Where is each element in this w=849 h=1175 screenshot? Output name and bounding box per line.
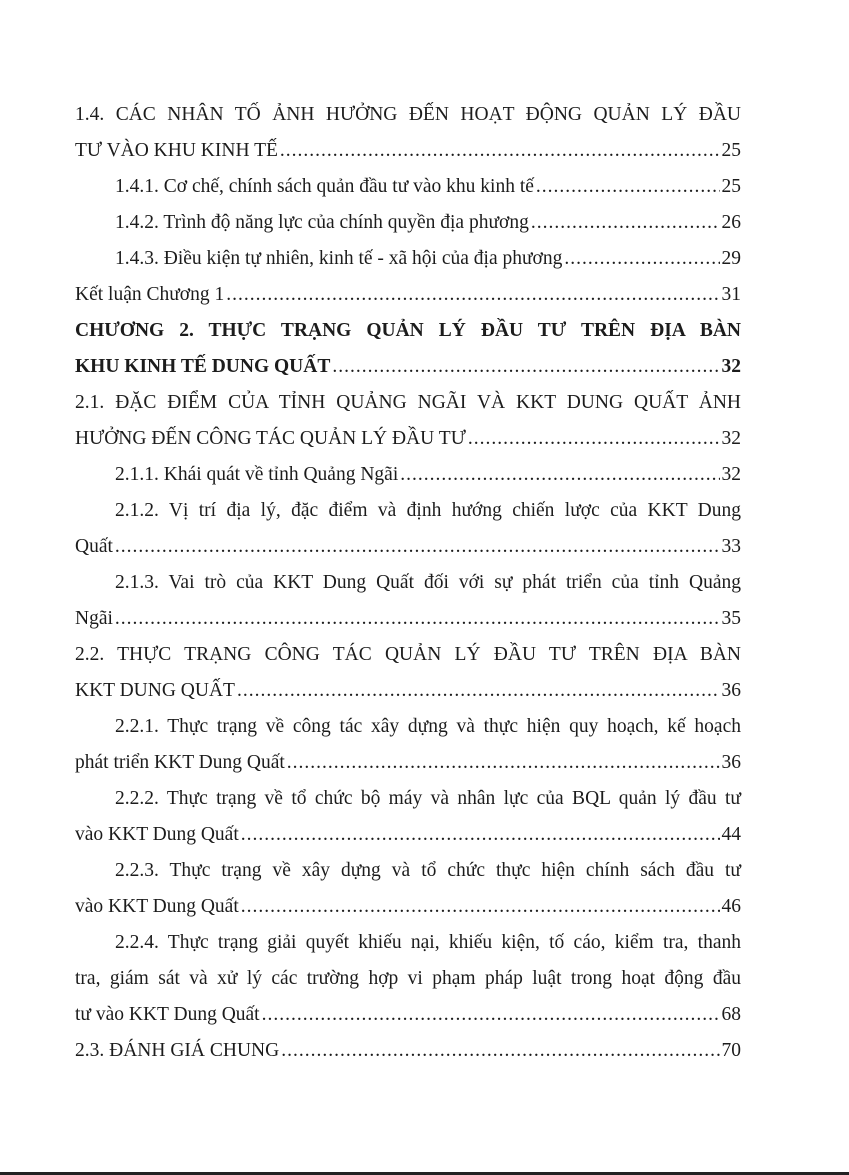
toc-page-number: 68: [721, 1004, 741, 1025]
dot-leader: [226, 277, 719, 313]
toc-entry-2-2-1[interactable]: [75, 745, 741, 781]
toc-page-number: 35: [721, 608, 741, 629]
toc-page-number: 33: [721, 536, 741, 557]
table-of-contents: [75, 97, 741, 1069]
dot-leader: [241, 817, 720, 853]
toc-entry-2-1-3-line1: 2.1.3. Vai trò của KKT Dung Quất đối với sự phát triển của tỉnh Quảng: [115, 572, 741, 593]
toc-entry-text: 2.3. ĐÁNH GIÁ CHUNG: [75, 1040, 280, 1061]
dot-leader: [564, 241, 719, 277]
toc-entry-chuong-2-line1: CHƯƠNG 2. THỰC TRẠNG QUẢN LÝ ĐẦU TƯ TRÊN ĐỊA BÀN: [75, 320, 741, 341]
toc-page-number: 32: [721, 428, 741, 449]
dot-leader: [237, 673, 720, 709]
toc-page-number: 70: [721, 1040, 741, 1061]
toc-page-number: 31: [721, 284, 741, 305]
toc-page-number: 32: [721, 464, 741, 485]
dot-leader: [531, 205, 720, 241]
toc-entry-2-2-4[interactable]: [75, 997, 741, 1033]
toc-entry-2-1-3[interactable]: [75, 601, 741, 637]
toc-entry-2-2-line1: 2.2. THỰC TRẠNG CÔNG TÁC QUẢN LÝ ĐẦU TƯ TRÊN ĐỊA BÀN: [75, 644, 741, 665]
toc-entry-text: 1.4.1. Cơ chế, chính sách quản đầu tư vào khu kinh tế: [115, 176, 534, 197]
dot-leader: [281, 1033, 719, 1069]
toc-entry-2-2-3-line1: 2.2.3. Thực trạng về xây dựng và tổ chức thực hiện chính sách đầu tư: [115, 860, 741, 881]
toc-entry-text: 1.4.3. Điều kiện tự nhiên, kinh tế - xã hội của địa phương: [115, 248, 563, 269]
toc-entry-text: TƯ VÀO KHU KINH TẾ: [75, 140, 278, 161]
toc-entry-1-4[interactable]: [75, 133, 741, 169]
toc-page-number: 26: [721, 212, 741, 233]
toc-entry-text: 1.4.2. Trình độ năng lực của chính quyền địa phương: [115, 212, 529, 233]
toc-entry-2-2-3[interactable]: [75, 889, 741, 925]
toc-entry-text: tư vào KKT Dung Quất: [75, 1004, 260, 1025]
toc-page-number: 46: [721, 896, 741, 917]
toc-entry-chuong-2[interactable]: [75, 349, 741, 385]
toc-entry-text: KKT DUNG QUẤT: [75, 680, 235, 701]
toc-page-number: 25: [721, 140, 741, 161]
toc-entry-1-4-2[interactable]: [75, 205, 741, 241]
toc-page-number: 44: [721, 824, 741, 845]
toc-page-number: 25: [721, 176, 741, 197]
toc-entry-text: Kết luận Chương 1: [75, 284, 225, 305]
toc-entry-text: HƯỞNG ĐẾN CÔNG TÁC QUẢN LÝ ĐẦU TƯ: [75, 428, 466, 449]
toc-entry-2-1-1[interactable]: [75, 457, 741, 493]
toc-entry-2-1[interactable]: [75, 421, 741, 457]
dot-leader: [287, 745, 720, 781]
toc-page-number: 32: [721, 356, 741, 377]
toc-entry-2-1-2[interactable]: [75, 529, 741, 565]
toc-entry-2-2-4-line2: tra, giám sát và xử lý các trường hợp vi phạm pháp luật trong hoạt động đầu: [75, 968, 741, 989]
toc-entry-2-3[interactable]: [75, 1033, 741, 1069]
toc-entry-ket-luan-chuong-1[interactable]: [75, 277, 741, 313]
dot-leader: [115, 601, 720, 637]
dot-leader: [262, 997, 720, 1033]
toc-entry-2-2-4-line1: 2.2.4. Thực trạng giải quyết khiếu nại, khiếu kiện, tố cáo, kiểm tra, thanh: [115, 932, 741, 953]
toc-page-number: 36: [721, 680, 741, 701]
toc-entry-2-2-2-line1: 2.2.2. Thực trạng về tổ chức bộ máy và nhân lực của BQL quản lý đầu tư: [115, 788, 741, 809]
toc-entry-text: Quất: [75, 536, 113, 557]
toc-entry-text: KHU KINH TẾ DUNG QUẤT: [75, 356, 331, 377]
toc-entry-text: Ngãi: [75, 608, 113, 629]
dot-leader: [468, 421, 720, 457]
toc-entry-1-4-line1: 1.4. CÁC NHÂN TỐ ẢNH HƯỞNG ĐẾN HOẠT ĐỘNG QUẢN LÝ ĐẦU: [75, 104, 741, 125]
toc-entry-2-2-1-line1: 2.2.1. Thực trạng về công tác xây dựng và thực hiện quy hoạch, kế hoạch: [115, 716, 741, 737]
toc-entry-1-4-3[interactable]: [75, 241, 741, 277]
toc-entry-text: 2.1.1. Khái quát về tỉnh Quảng Ngãi: [115, 464, 399, 485]
toc-entry-2-2-2[interactable]: [75, 817, 741, 853]
toc-entry-1-4-1[interactable]: [75, 169, 741, 205]
toc-entry-text: phát triển KKT Dung Quất: [75, 752, 285, 773]
toc-entry-text: vào KKT Dung Quất: [75, 896, 239, 917]
dot-leader: [241, 889, 720, 925]
dot-leader: [400, 457, 719, 493]
toc-entry-2-1-2-line1: 2.1.2. Vị trí địa lý, đặc điểm và định hướng chiến lược của KKT Dung: [115, 500, 741, 521]
dot-leader: [280, 133, 720, 169]
toc-entry-text: vào KKT Dung Quất: [75, 824, 239, 845]
toc-entry-2-1-line1: 2.1. ĐẶC ĐIỂM CỦA TỈNH QUẢNG NGÃI VÀ KKT DUNG QUẤT ẢNH: [75, 392, 741, 413]
toc-page-number: 36: [721, 752, 741, 773]
toc-page-number: 29: [721, 248, 741, 269]
toc-entry-2-2[interactable]: [75, 673, 741, 709]
dot-leader: [332, 349, 719, 385]
dot-leader: [536, 169, 720, 205]
dot-leader: [115, 529, 720, 565]
